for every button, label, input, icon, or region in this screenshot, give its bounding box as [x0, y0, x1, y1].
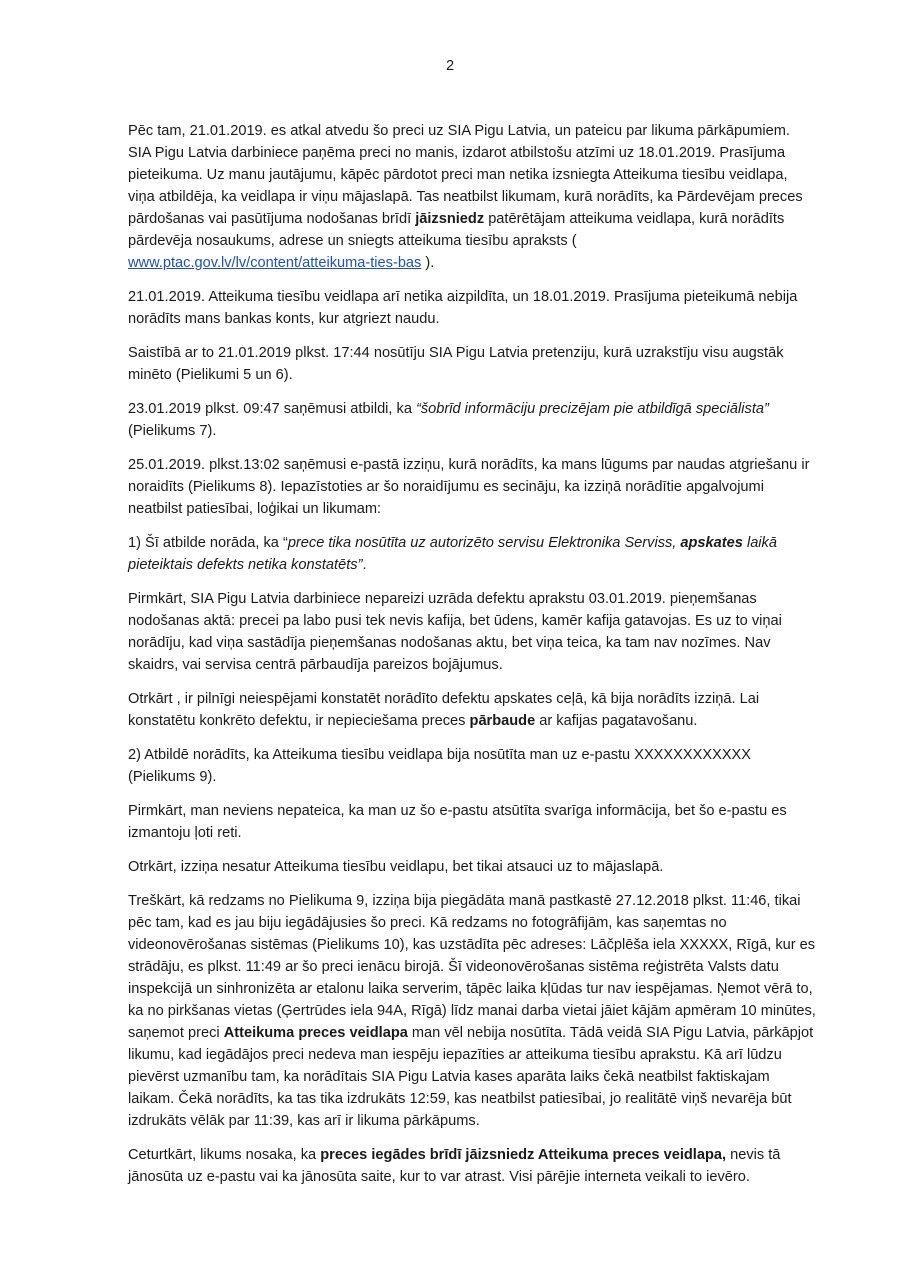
- paragraph-text: ).: [421, 255, 435, 271]
- bold-italic-text: apskates: [680, 535, 743, 551]
- paragraph-text: Otrkārt , ir pilnīgi neiespējami konstatēt norādīto defektu apskates ceļā, kā bija norādīts izziņā. Lai konstatētu konkrēto defektu, ir nepieciešama preces: [128, 691, 760, 729]
- paragraph-text: Pēc tam, 21.01.2019. es atkal atvedu šo preci uz SIA Pigu Latvia, un pateicu par likuma pārkāpumiem. SIA Pigu Latvia darbiniece paņēma preci no manis, izdarot atbilstošu atzīmi uz 18.01.2019. Prasījuma pieteikuma. Uz manu jautājumu, kāpēc pārdotot preci man netika izsniegta Atteikuma tiesību veidlapa, viņa atbildēja, ka veidlapa ir viņu mājaslapā. Tas neatbilst likumam, kurā norādīts, ka Pārdevējam preces pārdošanas vai pasūtījuma nodošanas brīdī: [128, 123, 803, 227]
- paragraph-text: 1) Šī atbilde norāda, ka “: [128, 535, 288, 551]
- paragraph-13: [128, 1144, 816, 1188]
- paragraph-text: Ceturtkārt, likums nosaka, ka: [128, 1147, 321, 1163]
- quoted-text: “šobrīd informāciju precizējam pie atbildīgā speciālista”: [416, 401, 769, 417]
- paragraph-text: nevis tā jānosūta uz e-pastu vai ka jānosūta saite, kur to var atrast. Visi pārējie interneta veikali to ievēro.: [128, 1147, 781, 1185]
- paragraph-6: [128, 532, 816, 576]
- bold-text: Atteikuma preces veidlapa: [223, 1025, 408, 1041]
- paragraph-11: Otrkārt, izziņa nesatur Atteikuma tiesību veidlapu, bet tikai atsauci uz to mājaslapā.: [128, 859, 664, 875]
- paragraph-text: (Pielikums 7).: [128, 423, 217, 439]
- bold-text: preces iegādes brīdī jāizsniedz Atteikuma preces veidlapa,: [320, 1147, 727, 1163]
- paragraph-text: 23.01.2019 plkst. 09:47 saņēmusi atbildi, ka: [128, 401, 417, 417]
- paragraph-12: [128, 890, 816, 1132]
- paragraph-text: Treškārt, kā redzams no Pielikuma 9, izziņa bija piegādāta manā pastkastē 27.12.2018 plkst. 11:46, tikai pēc tam, kad es jau biju iegādājusies šo preci. Kā redzams no fotogrāfijām, kas saņemtas no videonovērošanas sistēmas (Pielikums 10), kas uzstādīta pēc adreses: Lāčplēša iela XXXXX, Rīgā, kur es strādāju, es plkst. 11:49 ar šo preci ienācu birojā. Šī videonovērošanas sistēma reģistrēta Valsts datu inspekcijā un sinhronizēta ar etalonu laika serverim, tāpēc laika kļūdas tur nav iespējamas. Ņemot vērā to, ka no pirkšanas vietas (Ģertrūdes iela 94A, Rīgā) līdz manai darba vietai jāiet kājām apmēram 10 minūtes, saņemot preci: [128, 893, 816, 1041]
- paragraph-2: 21.01.2019. Atteikuma tiesību veidlapa arī netika aizpildīta, un 18.01.2019. Prasījuma pieteikumā nebija norādīts mans bankas konts, kur atgriezt naudu.: [128, 289, 798, 327]
- bold-text: pārbaude: [469, 713, 536, 729]
- paragraph-text: ar kafijas pagatavošanu.: [535, 713, 698, 729]
- page-number: 2: [445, 58, 455, 74]
- document-body: [128, 120, 816, 1200]
- bold-text: jāizsniedz: [415, 211, 485, 227]
- paragraph-8: [128, 688, 816, 732]
- paragraph-10: Pirmkārt, man neviens nepateica, ka man uz šo e-pastu atsūtīta svarīga informācija, bet šo e-pastu es izmantoju ļoti reti.: [128, 803, 787, 841]
- paragraph-9: 2) Atbildē norādīts, ka Atteikuma tiesību veidlapa bija nosūtīta man uz e-pastu XXXXXXXXXXXX (Pielikums 9).: [128, 747, 752, 785]
- paragraph-3: Saistībā ar to 21.01.2019 plkst. 17:44 nosūtīju SIA Pigu Latvia pretenziju, kurā uzrakstīju visu augstāk minēto (Pielikumi 5 un 6).: [128, 345, 784, 383]
- paragraph-1: [128, 120, 816, 274]
- paragraph-7: Pirmkārt, SIA Pigu Latvia darbiniece nepareizi uzrāda defektu aprakstu 03.01.2019. pieņemšanas nodošanas aktā: precei pa labo pusi tek nevis kafija, bet ūdens, kamēr kafija gatavojas. Es uz to viņai norādīju, kad viņa sastādīja pieņemšanas nodošanas aktu, bet viņa teica, ka tam nav nozīmes. Nav skaidrs, vai servisa centrā pārbaudīja pareizos bojājumus.: [128, 591, 782, 673]
- paragraph-text: patērētājam atteikuma veidlapa, kurā norādīts pārdevēja nosaukums, adrese un sniegts atteikuma tiesību apraksts (: [128, 211, 785, 249]
- ptac-link[interactable]: www.ptac.gov.lv/lv/content/atteikuma-ties-bas: [128, 255, 422, 271]
- quoted-text: prece tika nosūtīta uz autorizēto servisu Elektronika Serviss,: [287, 535, 681, 551]
- quoted-text: laikā pieteiktais defekts netika konstatēts”: [128, 535, 777, 573]
- paragraph-text: .: [362, 557, 367, 573]
- paragraph-5: 25.01.2019. plkst.13:02 saņēmusi e-pastā izziņu, kurā norādīts, ka mans lūgums par naudas atgriešanu ir noraidīts (Pielikums 8). Iepazīstoties ar šo noraidījumu es secināju, ka izziņā norādītie apgalvojumi neatbilst patiesībai, loģikai un likumam:: [128, 457, 810, 517]
- paragraph-text: man vēl nebija nosūtīta. Tādā veidā SIA Pigu Latvia, pārkāpjot likumu, kad iegādājos preci nedeva man iespēju iepazīties ar atteikuma tiesību aprakstu. Kā arī lūdzu pievērst uzmanību tam, ka norādītais SIA Pigu Latvia kases aparāta laiks čekā neatbilst faktiskajam laikam. Čekā norādīts, ka tas tika izdrukāts 12:59, kas neatbilst patiesībai, jo realitātē viņš nevarēja būt izdrukāts vēlāk par 11:39, kas arī ir likuma pārkāpums.: [128, 1025, 814, 1129]
- paragraph-4: [128, 398, 816, 442]
